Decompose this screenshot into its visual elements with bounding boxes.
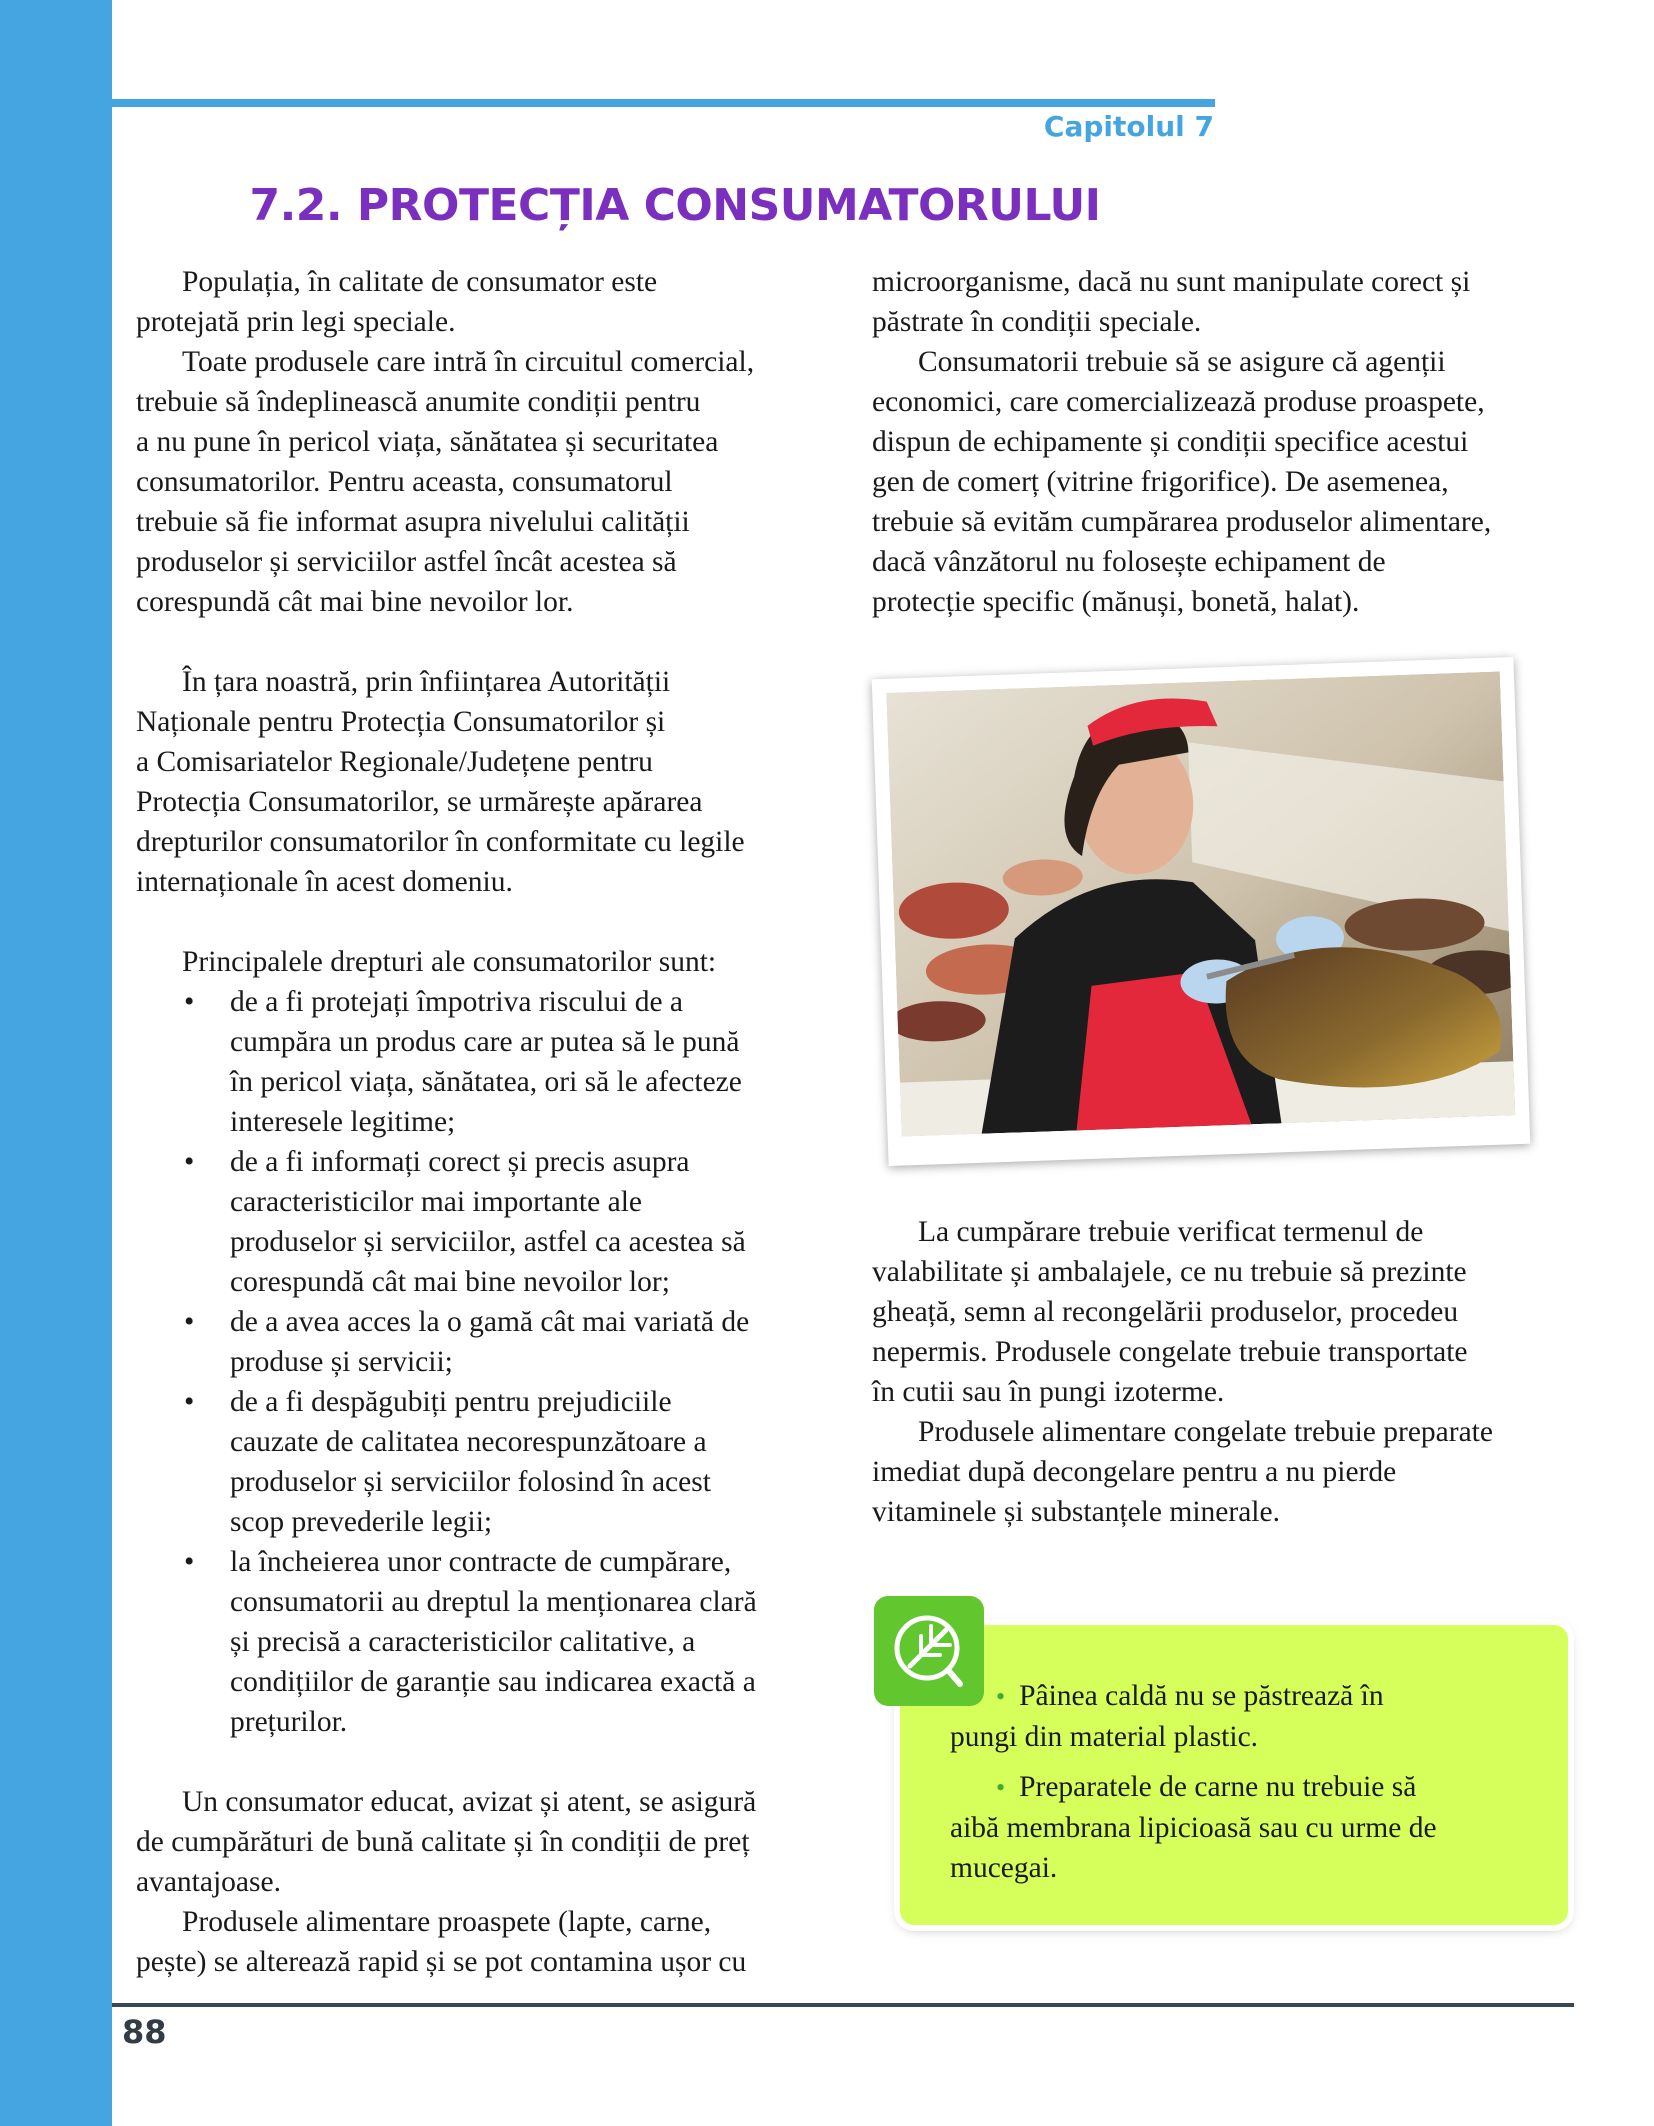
footer-rule bbox=[112, 2003, 1574, 2007]
paragraph-check-validity: La cumpărare trebuie verificat termenul de valabilitate și ambalajele, ce nu trebuie să prezinte gheață, semn al recongelării produselor, procedeu nepermis. Produsele congelate trebuie transportate în cutii sau în pungi izoterme. bbox=[872, 1216, 1468, 1408]
chapter-label: Capitolul 7 bbox=[1043, 110, 1214, 143]
right-column-top bbox=[872, 262, 1582, 622]
list-item: • de a avea acces la o gamă cât mai variată de produse și servicii; bbox=[184, 1306, 750, 1378]
rights-intro: Principalele drepturi ale consumatorilor sunt: bbox=[182, 946, 717, 978]
tip-text bbox=[950, 1676, 1550, 1898]
tip-bullet: • bbox=[996, 1682, 1006, 1711]
tip-bullet: • bbox=[996, 1773, 1006, 1802]
tip-item: • Preparatele de carne nu trebuie să aibă membrana lipicioasă sau cu urme de mucegai. bbox=[950, 1771, 1437, 1884]
paragraph-products-conditions: Toate produsele care intră în circuitul comercial, trebuie să îndeplinească anumite condiții pentru a nu pune în pericol viața, sănătatea și securitatea consumatorilor. Pentru aceasta, consumatorul trebuie să fie informat asupra nivelului calității produselor și serviciilor astfel încât acestea să corespundă cât mai bine nevoilor lor. bbox=[136, 346, 755, 618]
paragraph-economic-agents: Consumatorii trebuie să se asigure că agenții economici, care comercializează produse proaspete, dispun de echipamente și condiții specifice acestui gen de comerț (vitrine frigorifice). De asemenea, trebuie să evităm cumpărarea produselor alimentare, dacă vânzătorul nu folosește echipament de protecție specific (mănuși, bonetă, halat). bbox=[872, 346, 1492, 618]
paragraph-educated-consumer: Un consumator educat, avizat și atent, se asigură de cumpărături de bună calitate și în condiții de preț avantajoase. bbox=[136, 1786, 757, 1898]
paragraph-frozen-products: Produsele alimentare congelate trebuie preparate imediat după decongelare pentru a nu pierde vitaminele și substanțele minerale. bbox=[872, 1416, 1493, 1528]
paragraph-fresh-products: Produsele alimentare proaspete (lapte, carne, pește) se alterează rapid și se pot contamina ușor cu bbox=[136, 1906, 747, 1978]
list-item: • de a fi despăgubiți pentru prejudiciile cauzate de calitatea necorespunzătoare a produselor și serviciilor folosind în acest scop prevederile legii; bbox=[184, 1386, 711, 1538]
right-column-bottom bbox=[872, 1212, 1582, 1532]
list-item: • de a fi protejați împotriva riscului de a cumpăra un produs care ar putea să le pună în pericol viața, sănătatea, ori să le afecteze interesele legitime; bbox=[184, 986, 742, 1138]
rights-list bbox=[136, 982, 836, 1742]
left-column bbox=[136, 262, 836, 1982]
left-color-band bbox=[0, 0, 112, 2126]
page-title: 7.2. PROTECȚIA CONSUMATORULUI bbox=[249, 180, 1101, 231]
list-item: • de a fi informați corect și precis asupra caracteristicilor mai importante ale produselor și serviciilor, astfel ca acestea să corespundă cât mai bine nevoilor lor; bbox=[184, 1146, 746, 1298]
header-rule bbox=[112, 99, 1215, 107]
paragraph-microorganisms: microorganisme, dacă nu sunt manipulate corect și păstrate în condiții speciale. bbox=[872, 266, 1471, 338]
photo-frame bbox=[872, 657, 1531, 1166]
list-item: • la încheierea unor contracte de cumpărare, consumatorii au dreptul la menționarea clară și precisă a caracteristicilor calitative, a condițiilor de garanție sau indicarea exactă a prețurilor. bbox=[184, 1546, 757, 1738]
paragraph-population: Populația, în calitate de consumator este protejată prin legi speciale. bbox=[136, 266, 658, 338]
paragraph-national-authority: În țara noastră, prin înființarea Autorității Naționale pentru Protecția Consumatorilor și a Comisariatelor Regionale/Județene pentru Protecția Consumatorilor, se urmărește apărarea drepturilor consumatorilor în conformitate cu legile internaționale în acest domeniu. bbox=[136, 666, 745, 898]
page-number: 88 bbox=[122, 2013, 167, 2051]
photo-butcher-slicing-ham bbox=[886, 671, 1515, 1136]
tip-item: • Pâinea caldă nu se păstrează în pungi din material plastic. bbox=[950, 1680, 1384, 1753]
